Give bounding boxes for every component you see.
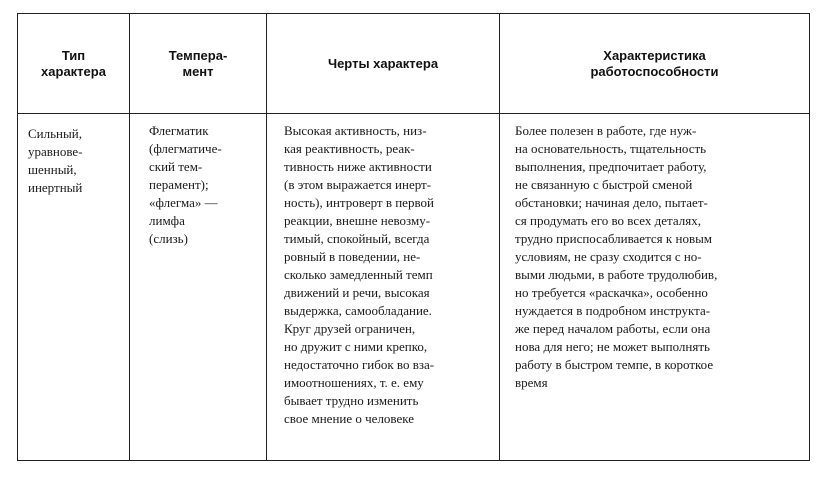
header-temperament: Темпера- мент (130, 14, 267, 114)
cell-work-capacity-text: Более полезен в работе, где нуж- на основательность, тщательность выполнения, предпочитает работу, не связанную с быстрой сменой обстановки; начиная дело, пытает- ся продумать его во всех деталях, трудно приспосабливается к новым условиям, не сразу сходится с но- выми людьми, в работе трудолюбив, но требуется «раскачка», особенно нуждается в подробном инструкта- же перед началом работы, если она нова для него; не может выполнять работу в быстром темпе, в короткое время (515, 123, 718, 390)
cell-character-type-text: Сильный, уравнове- шенный, инертный (28, 126, 83, 195)
header-work-capacity: Характеристика работоспособности (500, 14, 810, 114)
cell-work-capacity (500, 114, 810, 461)
table-header-row (18, 14, 810, 114)
cell-character-traits-text: Высокая активность, низ- кая реактивность, реак- тивность ниже активности (в этом выражается инерт- ность), интроверт в первой реакции, внешне невозму- тимый, спокойный, всегда ровный в поведении, не- сколько замедленный темп движений и речи, высокая выдержка, самообладание. Круг друзей ограничен, но дружит с ними крепко, недостаточно гибок во вза- имоотношениях, т. е. ему бывает трудно изменить свое мнение о человеке (284, 123, 435, 426)
cell-temperament-text: Флегматик (флегматиче- ский тем- перамент); «флегма» — лимфа (слизь) (149, 123, 222, 246)
cell-character-type (18, 114, 130, 461)
cell-temperament (130, 114, 267, 461)
header-character-type: Тип характера (18, 14, 130, 114)
character-types-table (17, 13, 810, 461)
table-row (18, 114, 810, 461)
cell-character-traits (267, 114, 500, 461)
header-character-traits: Черты характера (267, 14, 500, 114)
